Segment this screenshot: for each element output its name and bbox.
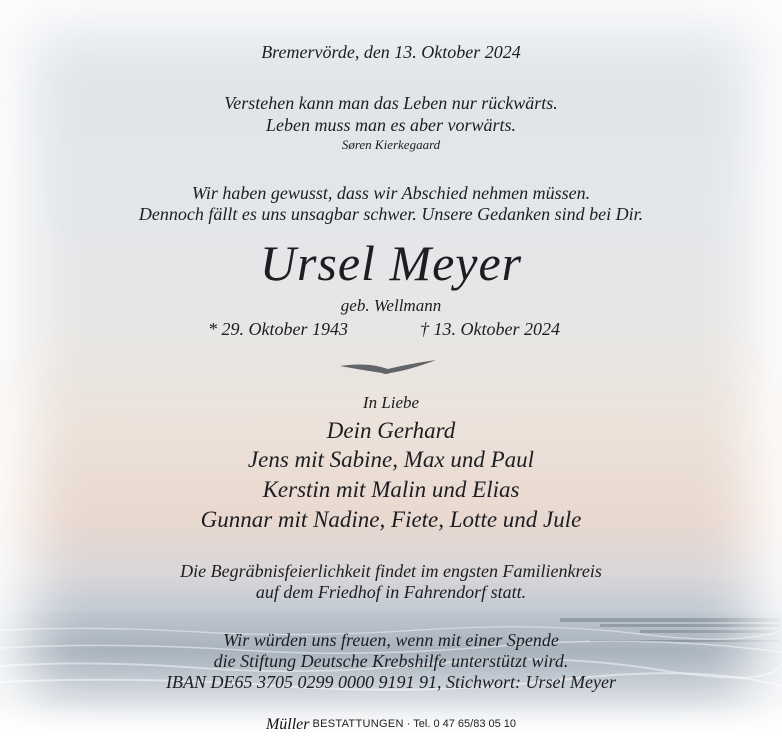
place-date: Bremervörde, den 13. Oktober 2024 [261, 42, 521, 62]
donation-line-2: die Stiftung Deutsche Krebshilfe unterstützt wird. [213, 651, 569, 671]
mourner-line: Kerstin mit Malin und Elias [262, 477, 520, 502]
funeral-line-2: auf dem Friedhof in Fahrendorf statt. [255, 582, 527, 602]
mourner-line: Gunnar mit Nadine, Fiete, Lotte und Jule [200, 507, 582, 532]
quote-author: Søren Kierkegaard [341, 137, 441, 152]
farewell-line-1: Wir haben gewusst, dass wir Abschied nehmen müssen. [191, 183, 591, 203]
donation-line-1: Wir würden uns freuen, wenn mit einer Spende [223, 630, 559, 650]
quote-line-2: Leben muss man es aber vorwärts. [266, 115, 516, 135]
funeral-line-1: Die Begräbnisfeierlichkeit findet im engsten Familienkreis [180, 561, 602, 581]
mourner-line: Jens mit Sabine, Max und Paul [247, 447, 535, 472]
funeral-home-logo: Müller [265, 716, 310, 733]
funeral-home-name: BESTATTUNGEN [312, 718, 404, 730]
funeral-home-footer [0, 716, 782, 734]
deceased-name: Ursel Meyer [259, 235, 523, 291]
seagull-icon [338, 358, 438, 380]
farewell-line-2: Dennoch fällt es uns unsagbar schwer. Unsere Gedanken sind bei Dir. [138, 204, 644, 224]
donation-iban: IBAN DE65 3705 0299 0000 9191 91, Stichwort: Ursel Meyer [166, 672, 616, 692]
death-date: † 13. Oktober 2024 [420, 319, 560, 339]
quote-line-1: Verstehen kann man das Leben nur rückwärts. [224, 93, 558, 113]
mourner-line: Dein Gerhard [326, 418, 456, 443]
birth-date: * 29. Oktober 1943 [208, 319, 348, 339]
funeral-home-phone: · Tel. 0 47 65/83 05 10 [403, 718, 517, 730]
maiden-name: geb. Wellmann [340, 296, 442, 315]
mourners-intro: In Liebe [362, 393, 420, 412]
